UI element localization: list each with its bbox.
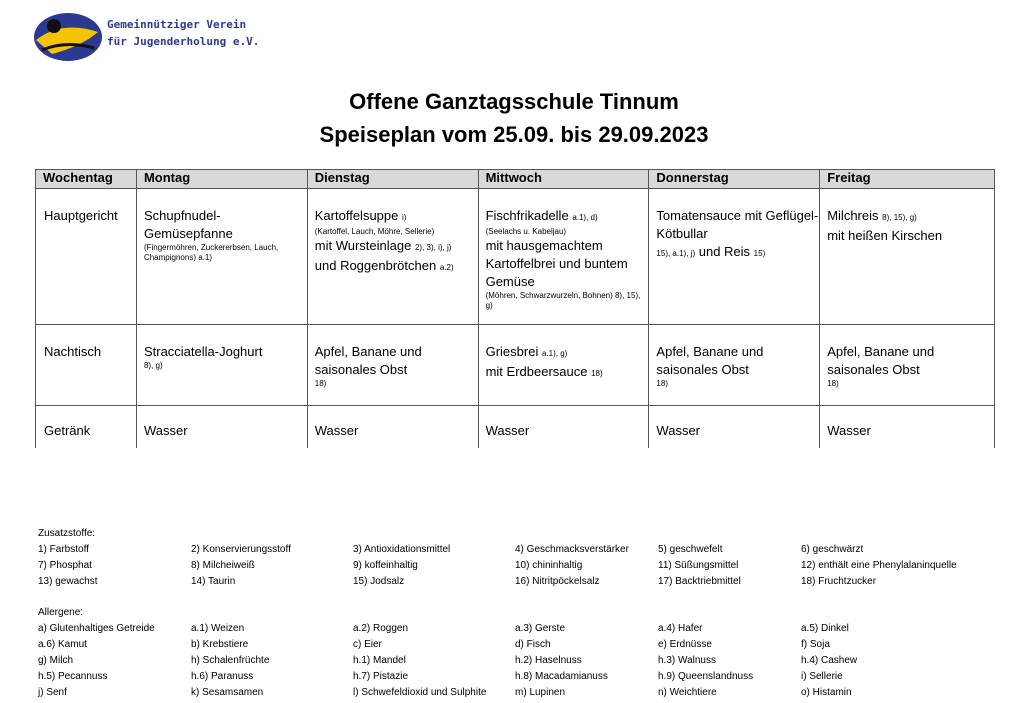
legend-item: a.1) Weizen bbox=[191, 623, 245, 634]
dish-codes: i) bbox=[402, 213, 407, 222]
legend-item: 12) enthält eine Phenylalaninquelle bbox=[801, 560, 957, 571]
legend-item: l) Schwefeldioxid und Sulphite bbox=[353, 687, 487, 698]
dish-codes: 15) bbox=[753, 249, 766, 258]
allergens-column bbox=[38, 621, 155, 701]
allergens-column bbox=[353, 621, 486, 701]
legend-item: g) Milch bbox=[38, 655, 74, 666]
legend-item: h.3) Walnuss bbox=[658, 655, 716, 666]
legend-item: a.3) Gerste bbox=[515, 623, 566, 634]
allergens-column bbox=[191, 621, 269, 701]
legend-item: 1) Farbstoff bbox=[38, 544, 89, 555]
dish-text: Kartoffelsuppe bbox=[314, 208, 399, 223]
table-header-row bbox=[36, 170, 995, 189]
legend-item: 18) Fruchtzucker bbox=[801, 576, 877, 587]
legend-item: h.5) Pecannuss bbox=[38, 671, 108, 682]
legend-item: h.8) Macadamianuss bbox=[515, 671, 608, 682]
cell-main-monday bbox=[136, 189, 307, 325]
dish-text: Griesbrei bbox=[485, 344, 539, 359]
cell-dessert-monday bbox=[136, 325, 307, 406]
header-thursday: Donnerstag bbox=[649, 170, 820, 189]
legend-item: 14) Taurin bbox=[191, 576, 236, 587]
dish-codes: a.1), d) bbox=[572, 213, 598, 222]
organization-name-line2: für Jugenderholung e.V. bbox=[107, 35, 260, 48]
legend-item: a) Glutenhaltiges Getreide bbox=[38, 623, 155, 634]
dish-codes: 18) bbox=[656, 379, 668, 388]
legend-item: 8) Milcheiweiß bbox=[191, 560, 255, 571]
dish-text: mit heißen Kirschen bbox=[827, 228, 943, 243]
legend-item: 2) Konservierungsstoff bbox=[191, 544, 291, 555]
dish-codes: 18) bbox=[314, 379, 327, 388]
dish-details: (Seelachs u. Kabeljau) bbox=[485, 227, 567, 236]
legend-item: c) Eier bbox=[353, 639, 382, 650]
dish-text: Tomatensauce mit Geflügel-Kötbullar bbox=[656, 208, 819, 241]
legend-item: 6) geschwärzt bbox=[801, 544, 864, 555]
dish-text: Fischfrikadelle bbox=[485, 208, 569, 223]
row-label-drink: Getränk bbox=[36, 406, 137, 448]
legend-item: 16) Nitritpöckelsalz bbox=[515, 576, 600, 587]
cell-main-tuesday bbox=[307, 189, 478, 325]
additives-column bbox=[191, 542, 291, 590]
legend-item: 11) Süßungsmittel bbox=[658, 560, 739, 571]
dish-text: Apfel, Banane und saisonales Obst bbox=[314, 344, 422, 377]
legend-item: j) Senf bbox=[38, 687, 67, 698]
dish-codes: 2), 3), i), j) bbox=[414, 243, 452, 252]
table-row-drink bbox=[36, 406, 995, 448]
legend-item: e) Erdnüsse bbox=[658, 639, 712, 650]
legend-item: n) Weichtiere bbox=[658, 687, 717, 698]
cell-dessert-friday bbox=[820, 325, 995, 406]
organization-name-line1: Gemeinnütziger Verein bbox=[107, 18, 247, 31]
cell-dessert-thursday bbox=[649, 325, 820, 406]
legend-item: m) Lupinen bbox=[515, 687, 566, 698]
legend-item: h.6) Paranuss bbox=[191, 671, 254, 682]
dish-text: mit hausgemachtem Kartoffelbrei und buntem Gemüse bbox=[485, 238, 628, 289]
dish-codes: 8), 15), g) bbox=[882, 213, 917, 222]
dish-codes: a.1), g) bbox=[541, 349, 568, 358]
header-friday: Freitag bbox=[820, 170, 995, 189]
dish-codes: a.2) bbox=[439, 263, 454, 272]
dish-details: (Fingermöhren, Zuckererbsen, Lauch, Champignons) a.1) bbox=[143, 243, 279, 262]
legend-item: a.2) Roggen bbox=[353, 623, 409, 634]
additives-column bbox=[801, 542, 957, 590]
legend-item: o) Histamin bbox=[801, 687, 852, 698]
dish-text: und Reis bbox=[698, 244, 751, 259]
additives-column bbox=[38, 542, 97, 590]
additives-column bbox=[515, 542, 629, 590]
allergens-heading: Allergene: bbox=[38, 607, 84, 618]
cell-drink-monday: Wasser bbox=[136, 406, 307, 448]
row-label-main-course: Hauptgericht bbox=[36, 189, 137, 325]
dish-text: Apfel, Banane und saisonales Obst bbox=[656, 344, 764, 377]
legend-item: 3) Antioxidationsmittel bbox=[353, 544, 451, 555]
dish-codes: 18) bbox=[827, 379, 839, 388]
legend-item: a.6) Kamut bbox=[38, 639, 87, 650]
header-monday: Montag bbox=[136, 170, 307, 189]
cell-drink-friday: Wasser bbox=[820, 406, 995, 448]
allergens-column bbox=[658, 621, 753, 701]
legend-item: a.5) Dinkel bbox=[801, 623, 849, 634]
additives-heading: Zusatzstoffe: bbox=[38, 528, 96, 539]
legend-item: 4) Geschmacksverstärker bbox=[515, 544, 629, 555]
dish-text: mit Wursteinlage bbox=[314, 238, 412, 253]
legend-item: 9) koffeinhaltig bbox=[353, 560, 418, 571]
legend-item: 5) geschwefelt bbox=[658, 544, 723, 555]
legend-item: 15) Jodsalz bbox=[353, 576, 405, 587]
legend-item: d) Fisch bbox=[515, 639, 551, 650]
allergens-column bbox=[515, 621, 608, 701]
cell-drink-tuesday: Wasser bbox=[307, 406, 478, 448]
cell-main-wednesday bbox=[478, 189, 649, 325]
legend-item: 13) gewachst bbox=[38, 576, 98, 587]
header-weekday: Wochentag bbox=[36, 170, 137, 189]
additives-column bbox=[658, 542, 741, 590]
allergens-column bbox=[801, 621, 857, 701]
cell-main-friday bbox=[820, 189, 995, 325]
legend-item: 10) chininhaltig bbox=[515, 560, 583, 571]
cell-dessert-wednesday bbox=[478, 325, 649, 406]
dish-text: und Roggenbrötchen bbox=[314, 258, 437, 273]
dish-text: Schupfnudel-Gemüsepfanne bbox=[143, 208, 233, 241]
legend-item: h.2) Haselnuss bbox=[515, 655, 582, 666]
dish-text: Apfel, Banane und saisonales Obst bbox=[827, 344, 935, 377]
legend-item: f) Soja bbox=[801, 639, 830, 650]
legend-item: 7) Phosphat bbox=[38, 560, 92, 571]
cell-dessert-tuesday bbox=[307, 325, 478, 406]
legend-item: i) Sellerie bbox=[801, 671, 843, 682]
legend-item: h.1) Mandel bbox=[353, 655, 406, 666]
legend-item: b) Krebstiere bbox=[191, 639, 249, 650]
organization-logo bbox=[32, 10, 104, 64]
dish-text: mit Erdbeersauce bbox=[485, 364, 588, 379]
table-row-dessert bbox=[36, 325, 995, 406]
organization-name bbox=[107, 16, 259, 50]
legend-item: k) Sesamsamen bbox=[191, 687, 264, 698]
legend-item: h.7) Pistazie bbox=[353, 671, 409, 682]
dish-details: (Möhren, Schwarzwurzeln, Bohnen) 8), 15), g) bbox=[485, 291, 641, 310]
header-tuesday: Dienstag bbox=[307, 170, 478, 189]
page-subtitle: Speiseplan vom 25.09. bis 29.09.2023 bbox=[319, 122, 709, 147]
table-row-main-course bbox=[36, 189, 995, 325]
dish-text: Milchreis bbox=[827, 208, 879, 223]
legend-item: h.4) Cashew bbox=[801, 655, 858, 666]
cell-drink-wednesday: Wasser bbox=[478, 406, 649, 448]
cell-main-thursday bbox=[649, 189, 820, 325]
dish-codes: 18) bbox=[591, 369, 603, 378]
dish-text: Stracciatella-Joghurt bbox=[143, 344, 263, 359]
legend-item: a.4) Hafer bbox=[658, 623, 703, 634]
cell-drink-thursday: Wasser bbox=[649, 406, 820, 448]
menu-table bbox=[35, 169, 995, 448]
page-title: Offene Ganztagsschule Tinnum bbox=[349, 89, 679, 114]
dish-codes: 8), g) bbox=[143, 361, 163, 370]
header-wednesday: Mittwoch bbox=[478, 170, 649, 189]
dish-details: (Kartoffel, Lauch, Möhre, Sellerie) bbox=[314, 227, 435, 236]
legend-item: h) Schalenfrüchte bbox=[191, 655, 270, 666]
additives-column bbox=[353, 542, 450, 590]
legend-item: h.9) Queenslandnuss bbox=[658, 671, 754, 682]
row-label-dessert: Nachtisch bbox=[36, 325, 137, 406]
legend-item: 17) Backtriebmittel bbox=[658, 576, 741, 587]
dish-codes: 15), a.1), j) bbox=[656, 249, 696, 258]
